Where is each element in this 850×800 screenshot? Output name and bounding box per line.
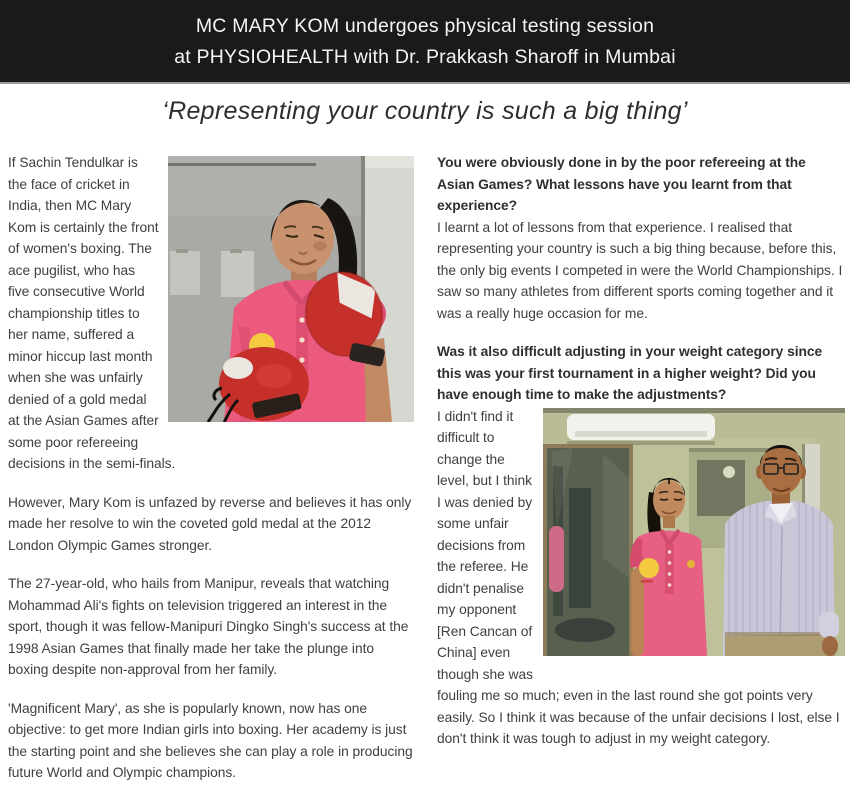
question-2: Was it also difficult adjusting in your weight category since this was your first tournament in a higher weight? Did you have enough time to make the adjustments? (437, 344, 823, 402)
right-column (437, 152, 845, 767)
left-column (8, 152, 414, 800)
banner-line-2: at PHYSIOHEALTH with Dr. Prakkash Sharoff in Mumbai (174, 46, 676, 68)
question-1: You were obviously done in by the poor refereeing at the Asian Games? What lessons have you learnt from that experience? (437, 155, 806, 213)
photo-mary-kom-doctor (543, 408, 845, 656)
intro-paragraph: If Sachin Tendulkar is the face of cricket in India, then MC Mary Kom is certainly the front of women's boxing. The ace pugilist, who has five consecutive World championship titles to her name, suffered a minor hiccup last month when she was unfairly denied of a gold medal at the Asian Games after some poor refereeing decisions in the semi-finals. (8, 155, 176, 471)
objective-paragraph: 'Magnificent Mary', as she is popularly known, now has one objective: to get more Indian girls into boxing. Her academy is just the starting point and she believes she can play a role in producing future World and Olympic champions. (8, 700, 413, 780)
answer-2: I didn't find it difficult to change the level, but I think I was denied by some unfair decisions from the referee. He didn't penalise my opponent [Ren Cancan of China] even though she was fouling me so much; even in the last round she got points very easily. So I think it was because of the unfair decisions I lost, else I don't think it was tough to adjust in my weight category. (437, 408, 840, 746)
pull-quote-headline: ‘Representing your country is such a big thing’ (162, 97, 688, 125)
banner-line-1: MC MARY KOM undergoes physical testing session (195, 15, 655, 37)
photo-mary-kom-doctor-illustration (543, 408, 845, 656)
answer-1: I learnt a lot of lessons from that experience. I realised that representing your country is such a big thing because, before this, the only big events I competed in were the World Championships. I saw so many athletes from different sports coming together and it was a really huge occasion for me. (437, 219, 843, 321)
photo-mary-kom-boxing-illustration (168, 156, 414, 422)
header-banner (0, 0, 850, 84)
photo-mary-kom-boxing (168, 156, 414, 422)
background-paragraph: The 27-year-old, who hails from Manipur, reveals that watching Mohammad Ali's fights on television triggered an interest in the sport, though it was fellow-Manipuri Dingko Singh's success at the 1998 Asian Games that finally made her take the plunge into boxing despite non-approval from her family. (8, 576, 409, 677)
resolve-paragraph: However, Mary Kom is unfazed by reverse and believes it has only made her resolve to win the coveted gold medal at the 2012 London Olympic Games stronger. (8, 494, 412, 553)
